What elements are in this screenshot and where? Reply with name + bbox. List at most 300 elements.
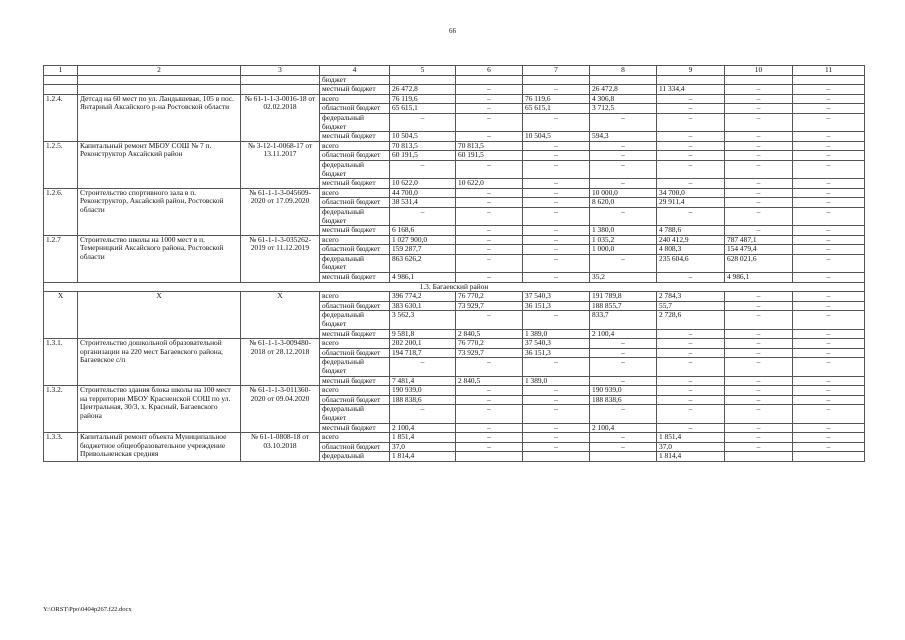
value-cell: 1 814,4 [390, 452, 456, 462]
value-cell: – [523, 311, 590, 329]
value-cell: – [725, 348, 793, 358]
value-cell: – [590, 179, 657, 189]
budget-type-cell: всего [320, 339, 390, 349]
value-cell: 29 911,4 [657, 198, 725, 208]
value-cell: 73 929,7 [456, 301, 523, 311]
value-cell: 159 287,7 [390, 245, 456, 255]
value-cell: – [725, 104, 793, 114]
value-cell: – [523, 254, 590, 272]
value-cell: 863 626,2 [390, 254, 456, 272]
section-row [44, 282, 865, 292]
value-cell: – [456, 423, 523, 433]
value-cell: – [390, 160, 456, 178]
value-cell: 4 306,8 [590, 94, 657, 104]
value-cell: – [725, 358, 793, 376]
value-cell: – [725, 442, 793, 452]
value-cell: – [793, 254, 865, 272]
value-cell: 190 939,0 [590, 386, 657, 396]
value-cell: 34 700,0 [657, 188, 725, 198]
value-cell: 76 770,2 [456, 339, 523, 349]
value-cell: 6 168,6 [390, 226, 456, 236]
value-cell: – [390, 358, 456, 376]
value-cell: 65 615,1 [523, 104, 590, 114]
value-cell: – [793, 226, 865, 236]
value-cell: 37,0 [657, 442, 725, 452]
value-cell: 26 472,8 [390, 85, 456, 95]
value-cell: 2 100,4 [590, 423, 657, 433]
value-cell: – [793, 376, 865, 386]
value-cell: – [456, 405, 523, 423]
header-row [44, 66, 865, 76]
value-cell: – [793, 198, 865, 208]
value-cell: – [390, 207, 456, 225]
item-number: 1.3.2. [44, 386, 78, 433]
value-cell: 383 630,1 [390, 301, 456, 311]
budget-type-cell: всего [320, 235, 390, 245]
value-cell: – [590, 113, 657, 131]
column-header: 5 [390, 66, 456, 76]
value-cell: – [590, 348, 657, 358]
item-document-number: № 61-1-1-3-045609-2020 от 17.09.2020 [241, 188, 320, 235]
value-cell: – [657, 113, 725, 131]
value-cell [523, 452, 590, 462]
value-cell: – [523, 423, 590, 433]
value-cell: – [725, 311, 793, 329]
value-cell: – [793, 94, 865, 104]
value-cell [456, 75, 523, 85]
value-cell: – [793, 442, 865, 452]
value-cell: – [725, 386, 793, 396]
value-cell: – [793, 433, 865, 443]
value-cell: – [523, 198, 590, 208]
value-cell: 194 718,7 [390, 348, 456, 358]
value-cell: – [793, 235, 865, 245]
item-number: 1.3.1. [44, 339, 78, 386]
value-cell: 833,7 [590, 311, 657, 329]
value-cell: – [793, 405, 865, 423]
value-cell: 26 472,8 [590, 85, 657, 95]
item-document-number: № 61-1-0808-18 от 03.10.2018 [241, 433, 320, 462]
value-cell: – [657, 339, 725, 349]
value-cell: – [390, 405, 456, 423]
table-row [44, 75, 865, 85]
value-cell: 4 788,6 [657, 226, 725, 236]
value-cell: – [390, 113, 456, 131]
value-cell: – [725, 132, 793, 142]
value-cell: – [725, 85, 793, 95]
value-cell: – [793, 311, 865, 329]
budget-type-cell: областной бюджет [320, 198, 390, 208]
value-cell: 7 481,4 [390, 376, 456, 386]
budget-type-cell: областной бюджет [320, 104, 390, 114]
value-cell: – [793, 386, 865, 396]
value-cell: 154 479,4 [725, 245, 793, 255]
item-number: 1.2.6. [44, 188, 78, 235]
value-cell: 65 615,1 [390, 104, 456, 114]
value-cell: 628 021,6 [725, 254, 793, 272]
value-cell: – [590, 376, 657, 386]
value-cell: – [793, 113, 865, 131]
value-cell: – [725, 329, 793, 339]
value-cell: 190 939,0 [390, 386, 456, 396]
value-cell: – [456, 160, 523, 178]
value-cell: – [590, 254, 657, 272]
item-number: Х [44, 292, 78, 339]
value-cell [590, 75, 657, 85]
budget-type-cell: всего [320, 188, 390, 198]
value-cell: – [523, 160, 590, 178]
budget-type-cell: областной бюджет [320, 395, 390, 405]
table-row [44, 339, 865, 349]
value-cell: – [590, 160, 657, 178]
item-document-number: Х [241, 292, 320, 339]
value-cell: 10 000,0 [590, 188, 657, 198]
value-cell: 60 191,5 [390, 151, 456, 161]
value-cell: – [793, 132, 865, 142]
item-description: Х [78, 292, 241, 339]
value-cell: – [523, 358, 590, 376]
item-number: 1.2.5. [44, 141, 78, 188]
value-cell: – [456, 273, 523, 283]
table-row [44, 433, 865, 443]
table-row [44, 94, 865, 104]
value-cell: – [523, 395, 590, 405]
value-cell: 70 813,5 [456, 141, 523, 151]
table-row [44, 292, 865, 302]
value-cell: 37,0 [390, 442, 456, 452]
value-cell: 8 620,0 [590, 198, 657, 208]
value-cell: – [725, 301, 793, 311]
budget-type-cell: местный бюджет [320, 226, 390, 236]
table-row [44, 235, 865, 245]
value-cell: 396 774,2 [390, 292, 456, 302]
value-cell: 10 622,0 [456, 179, 523, 189]
value-cell: – [657, 348, 725, 358]
value-cell: – [793, 301, 865, 311]
budget-type-cell: всего [320, 141, 390, 151]
value-cell: 787 487,1 [725, 235, 793, 245]
value-cell [793, 452, 865, 462]
value-cell [590, 452, 657, 462]
item-number: 1.2.7 [44, 235, 78, 282]
budget-type-cell: всего [320, 94, 390, 104]
table-body [44, 66, 865, 462]
value-cell: 1 389,0 [523, 329, 590, 339]
value-cell: – [725, 292, 793, 302]
budget-type-cell: федеральный бюджет [320, 254, 390, 272]
value-cell: – [657, 386, 725, 396]
value-cell: – [456, 132, 523, 142]
value-cell: 1 389,0 [523, 376, 590, 386]
value-cell [456, 452, 523, 462]
budget-type-cell: федеральный бюджет [320, 405, 390, 423]
value-cell: – [657, 141, 725, 151]
budget-type-cell: областной бюджет [320, 245, 390, 255]
empty-cell [78, 85, 241, 95]
value-cell: – [523, 226, 590, 236]
value-cell: – [657, 395, 725, 405]
table-row [44, 85, 865, 95]
value-cell: – [725, 207, 793, 225]
value-cell: – [793, 358, 865, 376]
budget-type-cell: всего [320, 433, 390, 443]
value-cell [523, 75, 590, 85]
value-cell: – [793, 188, 865, 198]
value-cell: – [725, 376, 793, 386]
empty-cell [78, 75, 241, 85]
value-cell: – [456, 113, 523, 131]
column-header: 3 [241, 66, 320, 76]
value-cell: – [456, 433, 523, 443]
value-cell: 191 789,8 [590, 292, 657, 302]
budget-type-cell: местный бюджет [320, 85, 390, 95]
value-cell: 1 851,4 [657, 433, 725, 443]
value-cell: – [590, 442, 657, 452]
budget-type-cell: местный бюджет [320, 329, 390, 339]
value-cell: 188 838,6 [390, 395, 456, 405]
budget-type-cell: местный бюджет [320, 179, 390, 189]
value-cell [793, 75, 865, 85]
value-cell: – [657, 273, 725, 283]
value-cell: – [523, 113, 590, 131]
value-cell: – [456, 85, 523, 95]
value-cell: – [590, 207, 657, 225]
value-cell: 2 840,5 [456, 329, 523, 339]
column-header: 1 [44, 66, 78, 76]
budget-type-cell: всего [320, 292, 390, 302]
value-cell: – [725, 141, 793, 151]
budget-type-cell: местный бюджет [320, 273, 390, 283]
budget-type-cell: местный бюджет [320, 423, 390, 433]
value-cell [390, 75, 456, 85]
value-cell: 188 855,7 [590, 301, 657, 311]
budget-type-cell: областной бюджет [320, 301, 390, 311]
item-number: 1.3.3. [44, 433, 78, 462]
column-header: 7 [523, 66, 590, 76]
value-cell: – [793, 179, 865, 189]
value-cell: – [725, 198, 793, 208]
value-cell: – [657, 151, 725, 161]
value-cell: 1 814,4 [657, 452, 725, 462]
value-cell: 3 712,5 [590, 104, 657, 114]
value-cell: – [793, 245, 865, 255]
value-cell: 3 562,3 [390, 311, 456, 329]
value-cell: – [725, 94, 793, 104]
value-cell: 76 119,6 [390, 94, 456, 104]
value-cell: – [793, 329, 865, 339]
table-row [44, 386, 865, 396]
budget-type-cell: областной бюджет [320, 442, 390, 452]
item-description: Строительство спортивного зала в п. Реконструктор, Аксайский район, Ростовской области [78, 188, 241, 235]
empty-cell [44, 75, 78, 85]
value-cell: – [523, 141, 590, 151]
budget-type-cell: федеральный бюджет [320, 358, 390, 376]
column-header: 11 [793, 66, 865, 76]
budget-type-cell: федеральный [320, 452, 390, 462]
value-cell: – [657, 207, 725, 225]
value-cell: 2 840,5 [456, 376, 523, 386]
value-cell: – [590, 151, 657, 161]
value-cell: 2 100,4 [590, 329, 657, 339]
item-document-number: № 61-1-1-3-0016-18 от 02.02.2018 [241, 94, 320, 141]
value-cell [725, 75, 793, 85]
value-cell: – [456, 386, 523, 396]
value-cell: – [523, 442, 590, 452]
value-cell: – [456, 311, 523, 329]
value-cell: 37 540,3 [523, 292, 590, 302]
budget-type-cell: бюджет [320, 75, 390, 85]
value-cell: 10 504,5 [390, 132, 456, 142]
item-number: 1.2.4. [44, 94, 78, 141]
value-cell: – [793, 141, 865, 151]
budget-type-cell: всего [320, 386, 390, 396]
footer-file-path: Y:\ORST\Ppo\0404p267.f22.docx [43, 606, 132, 613]
value-cell: – [657, 405, 725, 423]
value-cell: – [793, 85, 865, 95]
value-cell: – [657, 160, 725, 178]
value-cell: – [657, 179, 725, 189]
value-cell: 1 000,0 [590, 245, 657, 255]
value-cell: 10 622,0 [390, 179, 456, 189]
value-cell: 9 581,8 [390, 329, 456, 339]
value-cell: 35,2 [590, 273, 657, 283]
value-cell: 235 604,6 [657, 254, 725, 272]
value-cell: 4 808,3 [657, 245, 725, 255]
value-cell: – [725, 423, 793, 433]
value-cell: 240 412,9 [657, 235, 725, 245]
value-cell: 1 035,2 [590, 235, 657, 245]
value-cell: 11 334,4 [657, 85, 725, 95]
item-document-number: № 61-1-1-3-011360-2020 от 09.04.2020 [241, 386, 320, 433]
value-cell: – [793, 207, 865, 225]
value-cell: – [456, 442, 523, 452]
budget-type-cell: областной бюджет [320, 348, 390, 358]
value-cell: 2 784,3 [657, 292, 725, 302]
page-number: 66 [449, 27, 456, 35]
value-cell: – [793, 423, 865, 433]
value-cell: – [456, 207, 523, 225]
value-cell: 1 380,0 [590, 226, 657, 236]
column-header: 2 [78, 66, 241, 76]
value-cell: 55,7 [657, 301, 725, 311]
item-document-number: № 61-1-1-3-035262-2019 от 11.12.2019 [241, 235, 320, 282]
value-cell [725, 452, 793, 462]
item-description: Капитальный ремонт МБОУ СОШ № 7 п. Реконструктор Аксайский район [78, 141, 241, 188]
value-cell: – [590, 141, 657, 151]
value-cell: – [725, 151, 793, 161]
empty-cell [241, 75, 320, 85]
value-cell: 1 851,4 [390, 433, 456, 443]
value-cell: 4 986,1 [725, 273, 793, 283]
value-cell: – [725, 405, 793, 423]
value-cell: 76 119,6 [523, 94, 590, 104]
value-cell: – [456, 254, 523, 272]
empty-cell [44, 85, 78, 95]
value-cell: – [456, 235, 523, 245]
value-cell: – [523, 235, 590, 245]
value-cell: – [725, 339, 793, 349]
value-cell: 76 770,2 [456, 292, 523, 302]
item-document-number: № 3-12-1-0068-17 от 13.11.2017 [241, 141, 320, 188]
value-cell: – [523, 273, 590, 283]
value-cell: – [657, 329, 725, 339]
item-description: Детсад на 60 мест по ул. Ландышевая, 105 в пос. Янтарный Аксайского р-на Ростовской области [78, 94, 241, 141]
value-cell: – [456, 198, 523, 208]
value-cell: – [590, 433, 657, 443]
value-cell: – [523, 179, 590, 189]
value-cell: – [725, 160, 793, 178]
value-cell: 188 838,6 [590, 395, 657, 405]
value-cell: – [456, 358, 523, 376]
value-cell: 36 151,3 [523, 348, 590, 358]
value-cell: 37 540,3 [523, 339, 590, 349]
value-cell: – [725, 188, 793, 198]
budget-type-cell: федеральный бюджет [320, 311, 390, 329]
value-cell: – [725, 226, 793, 236]
value-cell: – [523, 245, 590, 255]
budget-type-cell: федеральный бюджет [320, 113, 390, 131]
value-cell: – [590, 405, 657, 423]
value-cell: 2 100,4 [390, 423, 456, 433]
value-cell: 60 191,5 [456, 151, 523, 161]
section-title: 1.3. Багаевский район [44, 282, 865, 292]
value-cell: – [657, 376, 725, 386]
value-cell: 36 151,3 [523, 301, 590, 311]
value-cell: 1 027 900,0 [390, 235, 456, 245]
value-cell: – [793, 151, 865, 161]
column-header: 10 [725, 66, 793, 76]
value-cell: – [657, 104, 725, 114]
value-cell: – [793, 160, 865, 178]
column-header: 4 [320, 66, 390, 76]
value-cell: – [793, 292, 865, 302]
value-cell: – [793, 104, 865, 114]
value-cell: – [793, 339, 865, 349]
value-cell: 2 728,6 [657, 311, 725, 329]
value-cell: – [657, 94, 725, 104]
budget-type-cell: федеральный бюджет [320, 207, 390, 225]
budget-type-cell: местный бюджет [320, 376, 390, 386]
empty-cell [241, 85, 320, 95]
value-cell: – [456, 395, 523, 405]
value-cell: – [657, 423, 725, 433]
column-header: 9 [657, 66, 725, 76]
table-row [44, 141, 865, 151]
value-cell: 44 700,0 [390, 188, 456, 198]
item-description: Строительство школы на 1000 мест в п. Темерницкий Аксайского района, Ростовской области [78, 235, 241, 282]
item-document-number: № 61-1-1-3-009480-2018 от 28.12.2018 [241, 339, 320, 386]
value-cell: – [523, 207, 590, 225]
value-cell: – [657, 358, 725, 376]
value-cell: – [523, 188, 590, 198]
value-cell: – [456, 94, 523, 104]
value-cell: – [793, 348, 865, 358]
value-cell: 594,3 [590, 132, 657, 142]
item-description: Капитальный ремонт объекта Муниципальное бюджетное общеобразовательное учреждение Привольненская средняя [78, 433, 241, 462]
column-header: 8 [590, 66, 657, 76]
budget-type-cell: федеральный бюджет [320, 160, 390, 178]
budget-type-cell: областной бюджет [320, 151, 390, 161]
value-cell: – [793, 395, 865, 405]
table-row [44, 188, 865, 198]
value-cell: – [523, 85, 590, 95]
value-cell [657, 75, 725, 85]
value-cell: – [523, 405, 590, 423]
value-cell: – [725, 433, 793, 443]
value-cell: – [590, 358, 657, 376]
value-cell: 4 986,1 [390, 273, 456, 283]
value-cell: 73 929,7 [456, 348, 523, 358]
